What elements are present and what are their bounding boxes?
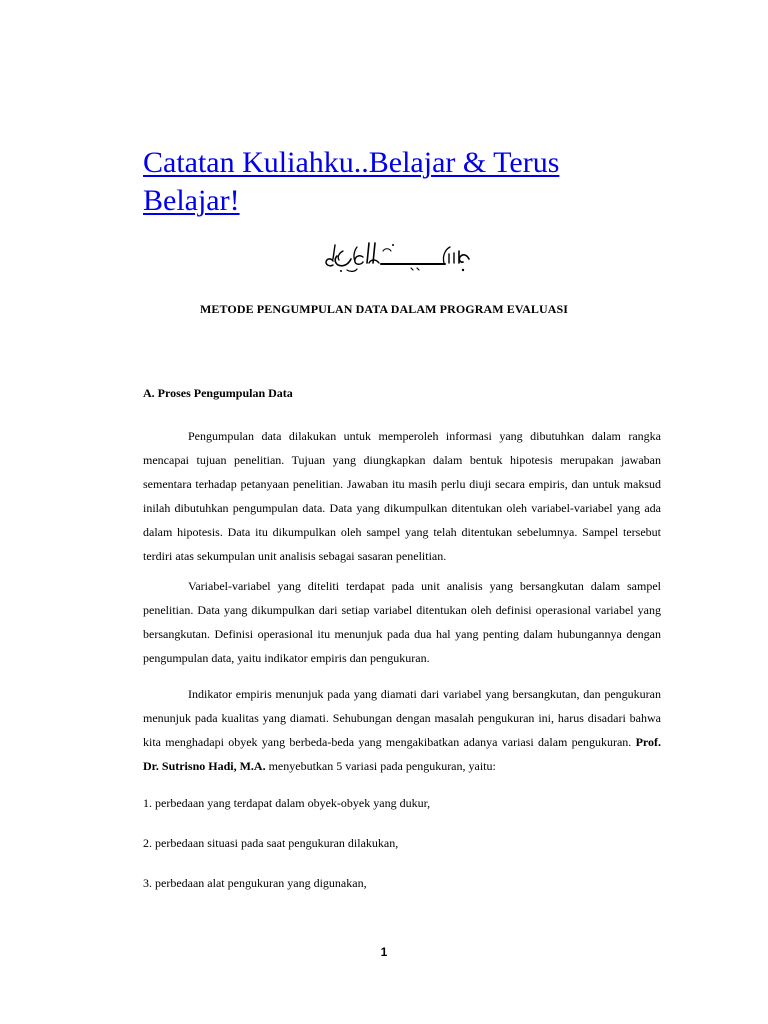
paragraph-3 [143, 682, 661, 778]
list-item: 2. perbedaan situasi pada saat pengukuran dilakukan, [143, 836, 399, 850]
bismillah-calligraphy-image [323, 237, 471, 277]
paragraph-3-text: Indikator empiris menunjuk pada yang diamati dari variabel yang bersangkutan, dan pengukuran menunjuk pada kualitas yang diamati. Sehubungan dengan masalah pengukuran ini, harus disadari bahwa kita menghadapi obyek yang berbeda-beda yang mengakibatkan adanya variasi dalam pengukuran. [143, 687, 661, 749]
list-item: 3. perbedaan alat pengukuran yang digunakan, [143, 876, 367, 890]
paragraph-3-text-end: menyebutkan 5 variasi pada pengukuran, yaitu: [268, 759, 496, 773]
section-heading: A. Proses Pengumpulan Data [143, 386, 293, 400]
document-title [143, 144, 643, 220]
paragraph-2: Variabel-variabel yang diteliti terdapat pada unit analisis yang bersangkutan dalam sampel penelitian. Data yang dikumpulkan dari setiap variabel ditentukan oleh definisi operasional variabel yang bersangkutan. Definisi operasional itu menunjuk pada dua hal yang penting dalam hubungannya dengan pengumpulan data, yaitu indikator empiris dan pengukuran. [143, 579, 661, 665]
blog-title-link[interactable]: Catatan Kuliahku..Belajar & Terus Belajar! [143, 146, 560, 217]
page-number: 1 [380, 945, 388, 959]
list-item: 1. perbedaan yang terdapat dalam obyek-obyek yang dukur, [143, 796, 431, 810]
document-heading: METODE PENGUMPULAN DATA DALAM PROGRAM EVALUASI [199, 302, 569, 316]
author-name: Prof. Dr. Sutrisno Hadi, M.A. [143, 735, 661, 773]
paragraph-1: Pengumpulan data dilakukan untuk memperoleh informasi yang dibutuhkan dalam rangka mencapai tujuan penelitian. Tujuan yang diungkapkan dalam bentuk hipotesis merupakan jawaban sementara terhadap petanyaan penelitian. Jawaban itu masih perlu diuji secara empiris, dan untuk maksud inilah dibutuhkan pengumpulan data. Data yang dikumpulkan ditentukan oleh variabel-variabel yang ada dalam hipotesis. Data itu dikumpulkan oleh sampel yang telah ditentukan sebelumnya. Sampel tersebut terdiri atas sekumpulan unit analisis sebagai sasaran penelitian. [143, 429, 661, 563]
